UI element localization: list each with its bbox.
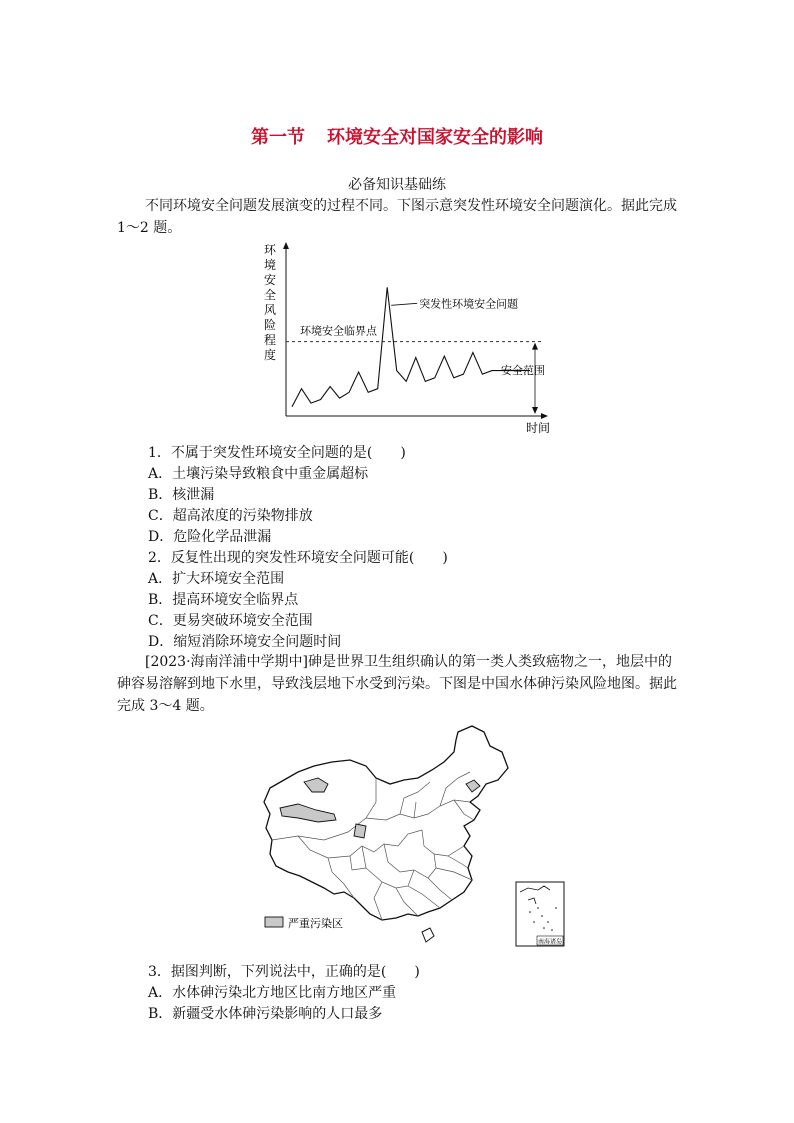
q2-option-b: B．提高环境安全临界点 [148, 592, 299, 608]
peak-label: 突发性环境安全问题 [419, 297, 519, 311]
risk-chart [258, 236, 558, 436]
intro-2-line-2: 砷容易溶解到地下水里，导致浅层地下水受到污染。下图是中国水体砷污染风险地图。据此 [117, 676, 677, 692]
svg-text:环境安全风险程度: 环境安全风险程度 [263, 243, 277, 362]
x-axis-label: 时间 [525, 421, 551, 435]
q2-option-d: D．缩短消除环境安全问题时间 [148, 634, 342, 650]
y-axis-label [264, 243, 277, 362]
intro-2-line-1: [2023·海南洋浦中学期中]砷是世界卫生组织确认的第一类人类致癌物之一，地层中的 [145, 654, 673, 670]
q1-option-a: A．土壤污染导致粮食中重金属超标 [148, 466, 369, 482]
section-heading: 必备知识基础练 [348, 177, 446, 193]
safe-range-arrow-bottom [532, 407, 538, 414]
y-axis-arrow [283, 242, 289, 249]
arsenic-risk-map [258, 722, 568, 954]
x-axis-arrow [541, 413, 548, 419]
question-1: 1．不属于突发性环境安全问题的是( ) [148, 445, 406, 461]
legend-label: 严重污染区 [288, 917, 343, 930]
q2-option-c: C．更易突破环境安全范围 [148, 613, 313, 629]
threshold-label: 环境安全临界点 [300, 324, 377, 338]
safe-range-label: 安全范围 [501, 364, 545, 378]
intro-2-line-3: 完成 3～4 题。 [117, 698, 214, 714]
intro-1-line-2: 1～2 题。 [117, 220, 182, 236]
hainan-island [422, 928, 434, 942]
intro-1-line-1: 不同环境安全问题发展演变的过程不同。下图示意突发性环境安全问题演化。据此完成 [145, 198, 677, 214]
q3-option-a: A．水体砷污染北方地区比南方地区严重 [148, 985, 397, 1001]
legend-swatch [265, 917, 283, 927]
q1-option-b: B．核泄漏 [148, 487, 215, 503]
question-3: 3．据图判断，下列说法中，正确的是( ) [148, 964, 420, 980]
country-outline [264, 726, 508, 920]
q3-option-b: B．新疆受水体砷污染影响的人口最多 [148, 1006, 383, 1022]
peak-leader-line [391, 303, 417, 305]
title-topic: 环境安全对国家安全的影响 [327, 127, 543, 148]
intro-paragraph-1 [117, 195, 677, 239]
safe-range-arrow-top [532, 343, 538, 350]
q2-option-a: A．扩大环境安全范围 [148, 571, 285, 587]
q1-option-c: C．超高浓度的污染物排放 [148, 508, 313, 524]
intro-paragraph-2 [117, 651, 677, 717]
inset-label: 南海诸岛 [537, 938, 563, 946]
page-title [0, 123, 794, 149]
q1-option-d: D．危险化学品泄漏 [148, 529, 272, 545]
polluted-area-qinghai [354, 824, 366, 838]
title-section-number: 第一节 [251, 127, 305, 148]
question-2: 2．反复性出现的突发性环境安全问题可能( ) [148, 550, 448, 566]
